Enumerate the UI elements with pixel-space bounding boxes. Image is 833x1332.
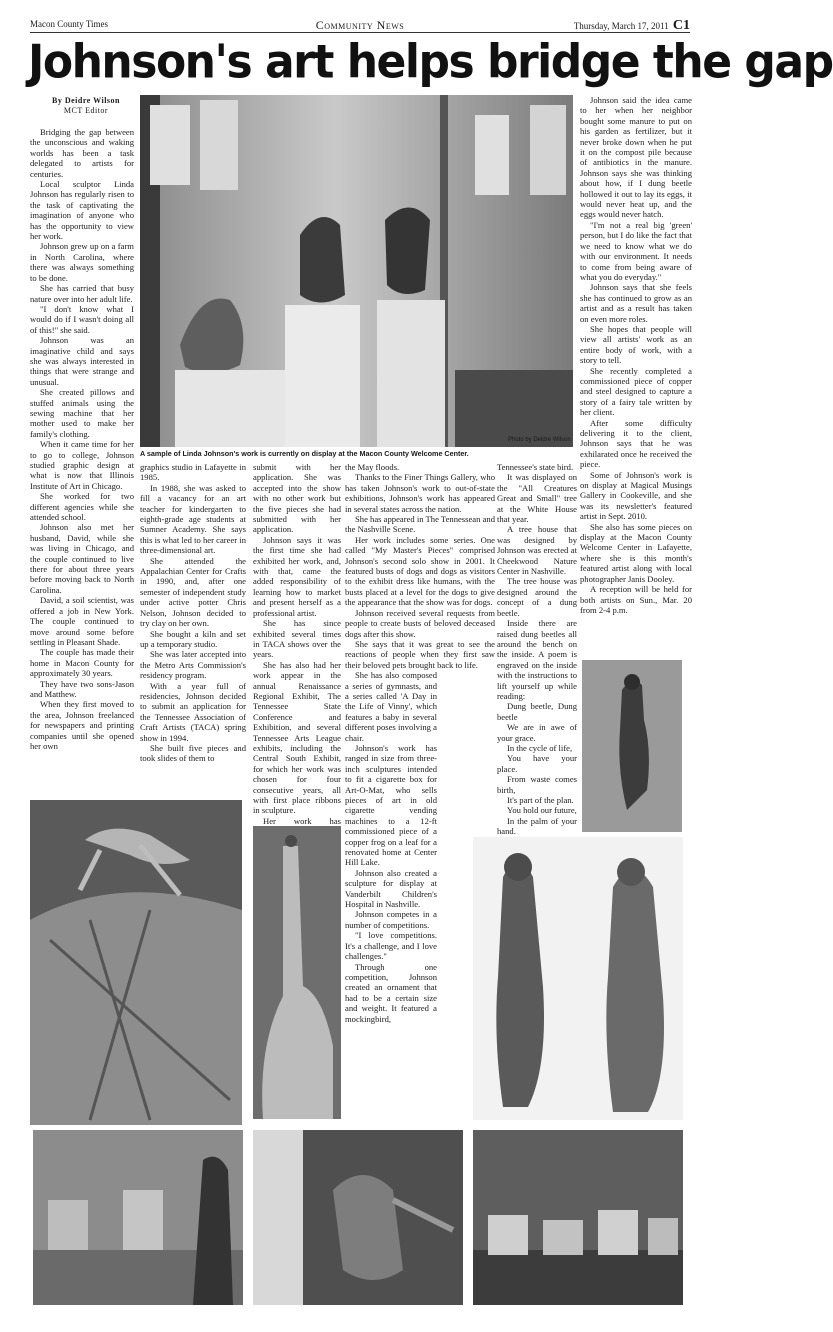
- column-1: [30, 127, 134, 751]
- paragraph: It was displayed on the "All Creatures Great and Small" tree at the White House that year.: [497, 472, 577, 525]
- paragraph: Johnson also met her husband, David, while she was living in Chicago, and the couple continued to live there for about three years before moving back to North Carolina.: [30, 522, 134, 595]
- paragraph: Johnson said the idea came to her when her neighbor bought some manure to put on his garden as fertilizer, but it never broke down when he put it on the compost pile because of antibiotics in the manure. Johnson says she was thinking about how, if I dung beetle hollowed it out to lay its eggs, it would never heat up, and the eggs would never hatch.: [580, 95, 692, 220]
- paragraph: She created pillows and stuffed animals using the sewing machine that her mother used to make her family's clothing.: [30, 387, 134, 439]
- paragraph: Johnson also created a sculpture for display at Vanderbilt Children's Hospital in Nashville.: [345, 867, 437, 910]
- paragraph: When it came time for her to go to college, Johnson studied graphic design at what is now that Illinois Institute of Art in Chicago.: [30, 439, 134, 491]
- paragraph: Her work has: [263, 815, 341, 826]
- paragraph: submit with her application. She was accepted into the show with no other work but the five pieces she had submitted with her application.: [253, 462, 341, 535]
- hand-sculpture-photo: [253, 826, 341, 1119]
- paragraph: A tree house that was designed by Johnson was erected at Cheekwood Nature Center in Nashville.: [497, 524, 577, 577]
- photo-caption: A sample of Linda Johnson's work is currently on display at the Macon County Welcome Center.: [140, 449, 469, 458]
- section-name: Community News: [315, 18, 405, 32]
- paragraph: She has also had her work appear in the annual Renaissance Regional Exhibit, The Tennessee State Conference and Exhibition, and several Tennessee Arts League exhibits, including the Central South Exhibit, for which her work was chosen for four consecutive years, all with first place ribbons in sculpture.: [253, 659, 341, 816]
- masthead: [30, 18, 690, 33]
- paragraph: Local sculptor Linda Johnson has regularly risen to the task of captivating the imagination of anyone who has the opportunity to view her work.: [30, 179, 134, 242]
- paragraph: Johnson received several requests from people to create busts of beloved deceased dogs after this show.: [345, 607, 495, 639]
- paragraph: Johnson competes in a number of competitions.: [345, 909, 437, 930]
- paragraph: She has carried that busy nature over into her adult life.: [30, 283, 134, 304]
- column-6: [580, 95, 692, 615]
- main-photo: [140, 95, 573, 447]
- paragraph: Some of Johnson's work is on display at Magical Musings Gallery in Cookeville, and she was its newsletter's featured artist in Sept. 2010.: [580, 469, 692, 522]
- paragraph: She attended the Appalachian Center for Crafts in 1990, and, after one semester of independent study under active potter Chris Nelson, Johnson decided to try clay on her own.: [140, 555, 246, 629]
- paragraph: She built five pieces and took slides of them to: [140, 742, 246, 764]
- column-5: [497, 462, 577, 889]
- gallery-display-photo: [473, 1130, 683, 1305]
- paragraph: Her work includes some series. One called "My Master's Pieces" comprised Johnson's second solo show in 2001. It featured busts of dogs and dogs as visitors to the exhibit dress like humans, with the busts placed at a level for the dogs to give the appearance that the show was for dogs.: [345, 534, 495, 608]
- poem-line: In the cycle of life,: [507, 742, 573, 753]
- page-number: C1: [672, 18, 690, 33]
- poem-line: It's part of the plan.: [507, 795, 574, 805]
- paragraph: She has appeared in The Tennessean and the Nashville Scene.: [345, 514, 495, 535]
- frog-violin-photo: [253, 1130, 463, 1305]
- poem-line: We are in awe of your grace.: [497, 722, 577, 743]
- paragraph: In 1988, she was asked to fill a vacancy for an art teacher for kindergarten to eighth-grade age students at Sumner Academy. She says this is what led to her career in three-dimensional art.: [140, 482, 246, 556]
- paragraph: She has since exhibited several times in TACA shows over the years.: [253, 618, 341, 660]
- paragraph: They have two sons-Jason and Matthew.: [30, 678, 134, 699]
- photo-credit: Photo by Deidre Wilson: [508, 437, 571, 443]
- paragraph: She hopes that people will view all artists' work as an entire body of work, with a story to tell.: [580, 323, 692, 366]
- poem-line: Dung beetle, Dung beetle: [497, 701, 577, 722]
- paragraph: The tree house was designed around the concept of a dung beetle.: [497, 576, 577, 618]
- paragraph: The couple has made their home in Macon County for approximately 30 years.: [30, 647, 134, 679]
- paragraph: After some difficulty delivering it to the client, Johnson says that he was exhilarated once he received the piece.: [580, 417, 692, 470]
- poem-line: You have your place.: [497, 753, 577, 774]
- paragraph: Bridging the gap between the unconscious and waking worlds has been a task delegated to artists for centuries.: [30, 127, 134, 179]
- paragraph: When they first moved to the area, Johnson freelanced for newspapers and printing companies until she opened her own: [30, 699, 134, 751]
- paragraph: Johnson's work has ranged in size from three-inch sculptures intended to fit a cigarette box for Art-O-Mat, who sells pieces of art in old cigarette vending machines to a 12-ft commissioned piece of a copper frog on a leaf for a renovated home at Center Hill Lake.: [345, 742, 437, 868]
- byline-author: By Deidre Wilson: [51, 96, 120, 105]
- paragraph: Tennessee's state bird.: [497, 462, 574, 472]
- paragraph: Through one competition, Johnson created an ornament that had to be a certain size and weight. It featured a mockingbird,: [345, 961, 437, 1024]
- frog-sculpture-photo: [30, 800, 242, 1125]
- date-text: Thursday, March 17, 2011: [573, 21, 669, 31]
- paragraph: David, a soil scientist, was offered a job in New York. The couple continued to move around some before settling in Pleasant Shade.: [30, 595, 134, 647]
- paragraph: Inside there are raised dung beetles all around the bench on the inside. A poem is engraved on the inside with the instructions to lift yourself up while reading:: [497, 618, 577, 701]
- paragraph: She also has some pieces on display at the Macon County Welcome Center in Lafayette, where she is this month's featured artist along with local photographer Janis Dooley.: [580, 521, 692, 584]
- statue-photo: [582, 660, 682, 832]
- paragraph: "I'm not a real big 'green' person, but I do like the fact that we need to know what we do with our environment. It needs to come from being aware of what you do everyday.": [580, 219, 692, 282]
- paper-name: Macon County Times: [30, 19, 109, 29]
- paragraph: She says that it was great to see the reactions of people when they first saw their beloved pets brought back to life.: [345, 638, 495, 670]
- column-2: [140, 462, 246, 764]
- paragraph: She bought a kiln and set up a temporary studio.: [140, 628, 246, 649]
- poem-line: In the palm of your hand.: [497, 815, 577, 837]
- paragraph: She was later accepted into the Metro Arts Commission's residency program.: [140, 649, 246, 681]
- byline-role: MCT Editor: [63, 106, 109, 115]
- paragraph: graphics studio in Lafayette in 1985.: [140, 462, 246, 483]
- paragraph: She has also composed a series of gymnasts, and a series called 'A Day in the Life of Vinny', which features a baby in several different poses involving a chair.: [345, 670, 437, 743]
- paragraph: A reception will be held for both artists on Sun., Mar. 20 from 2-4 p.m.: [580, 584, 692, 615]
- paragraph: the May floods.: [345, 462, 400, 472]
- paragraph: Johnson says that she feels she has continued to grow as an artist and as a result has taken on even more roles.: [580, 282, 692, 324]
- byline: [37, 96, 135, 116]
- paragraph: She worked for two different agencies while she attended school.: [30, 491, 134, 523]
- paragraph: Johnson grew up on a farm in North Carolina, where there was always something to be done.: [30, 241, 134, 283]
- poem-line: You hold our future,: [507, 805, 577, 816]
- headline: Johnson's art helps bridge the gap: [28, 35, 833, 90]
- figures-sculpture-photo: [473, 837, 683, 1120]
- paragraph: Thanks to the Finer Things Gallery, who has taken Johnson's work to out-of-state exhibitions, Johnson's work has appeared in several states across the nation.: [345, 472, 495, 514]
- paragraph: Johnson says it was the first time she had exhibited her work, and, with that, came the added responsibility of learning how to market and present herself as a professional artist.: [253, 534, 341, 618]
- poem-line: From waste comes birth,: [497, 774, 577, 795]
- issue-date: [574, 18, 690, 34]
- paragraph: With a year full of residencies, Johnson decided to submit an application for the Tennessee Association of Craft Artists (TACA) spring show in 1994.: [140, 680, 246, 743]
- paragraph: "I don't know what I would do if I wasn't doing all of this!" she said.: [30, 303, 134, 335]
- paragraph: "I love competitions. It's a challenge, and I love challenges.": [345, 930, 437, 962]
- paragraph: Johnson was an imaginative child and says she was always interested in things that were strange and unusual.: [30, 335, 134, 387]
- paragraph: She recently completed a commissioned piece of copper and steel designed to capture a story of a fairy tale written by her client.: [580, 365, 692, 418]
- chair-sculptures-photo: [33, 1130, 243, 1305]
